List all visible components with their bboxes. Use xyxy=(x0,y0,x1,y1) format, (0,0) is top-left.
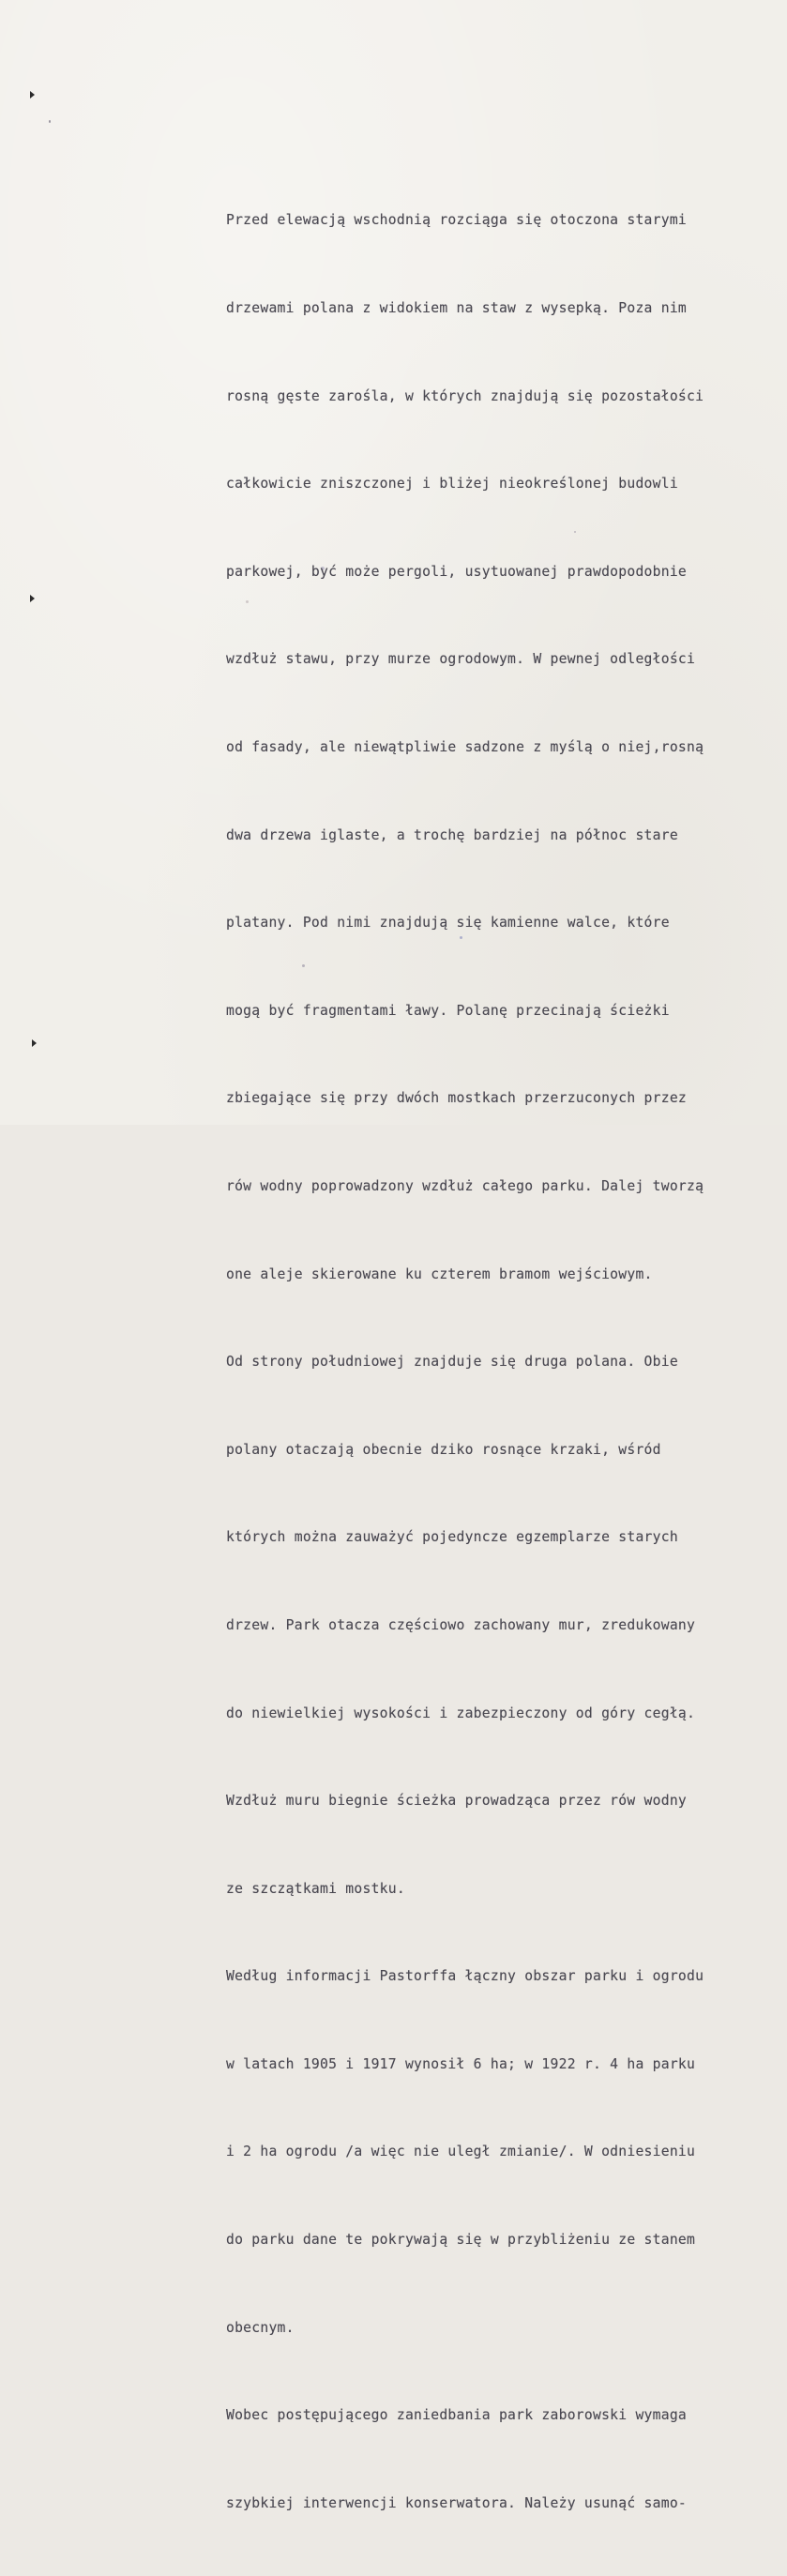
margin-arrow-mark xyxy=(30,595,35,602)
body-text xyxy=(226,147,770,2576)
text-line: zbiegające się przy dwóch mostkach przerzuconych przez xyxy=(226,1090,688,1107)
text-line: dwa drzewa iglaste, a trochę bardziej na północ stare xyxy=(226,826,678,843)
text-line: Wobec postępującego zaniedbania park zaborowski wymaga xyxy=(226,2407,688,2424)
text-line: do parku dane te pokrywają się w przybliżeniu ze stanem xyxy=(226,2232,696,2249)
text-line: w latach 1905 i 1917 wynosił 6 ha; w 1922 r. 4 ha parku xyxy=(226,2055,696,2072)
text-line: rosną gęste zarośla, w których znajdują się pozostałości xyxy=(226,387,704,404)
text-line: od fasady, ale niewątpliwie sadzone z myślą o niej,rosną xyxy=(226,738,704,755)
margin-arrow-mark xyxy=(30,91,35,98)
text-line: platany. Pod nimi znajdują się kamienne walce, które xyxy=(226,915,670,932)
text-line: mogą być fragmentami ławy. Polanę przecinają ścieżki xyxy=(226,1002,670,1019)
text-line: Według informacji Pastorffa łączny obszar parku i ogrodu xyxy=(226,1968,704,1985)
text-line: Przed elewacją wschodnią rozciąga się otoczona starymi xyxy=(226,212,688,229)
ink-speck xyxy=(49,120,51,123)
text-line: ze szczątkami mostku. xyxy=(226,1880,405,1897)
text-line: parkowej, być może pergoli, usytuowanej prawdopodobnie xyxy=(226,563,688,580)
text-line: całkowicie zniszczonej i bliżej nieokreślonej budowli xyxy=(226,476,678,492)
margin-arrow-mark xyxy=(32,1039,37,1047)
text-line: do niewielkiej wysokości i zabezpieczony od góry cegłą. xyxy=(226,1705,696,1721)
text-line: których można zauważyć pojedyncze egzemplarze starych xyxy=(226,1529,678,1546)
text-line: one aleje skierowane ku czterem bramom wejściowym. xyxy=(226,1265,653,1282)
text-line: wzdłuż stawu, przy murze ogrodowym. W pewnej odległości xyxy=(226,651,696,668)
text-line: szybkiej interwencji konserwatora. Należy usunąć samo- xyxy=(226,2494,688,2511)
text-line: polany otaczają obecnie dziko rosnące krzaki, wśród xyxy=(226,1441,661,1458)
text-line: obecnym. xyxy=(226,2319,295,2336)
text-line: Wzdłuż muru biegnie ścieżka prowadząca przez rów wodny xyxy=(226,1793,688,1810)
text-line: i 2 ha ogrodu /a więc nie uległ zmianie/. W odniesieniu xyxy=(226,2144,696,2160)
text-line: drzew. Park otacza częściowo zachowany mur, zredukowany xyxy=(226,1616,696,1633)
text-line: drzewami polana z widokiem na staw z wysepką. Poza nim xyxy=(226,300,688,316)
text-line: rów wodny poprowadzony wzdłuż całego parku. Dalej tworzą xyxy=(226,1177,704,1194)
text-line: Od strony południowej znajduje się druga polana. Obie xyxy=(226,1354,678,1371)
